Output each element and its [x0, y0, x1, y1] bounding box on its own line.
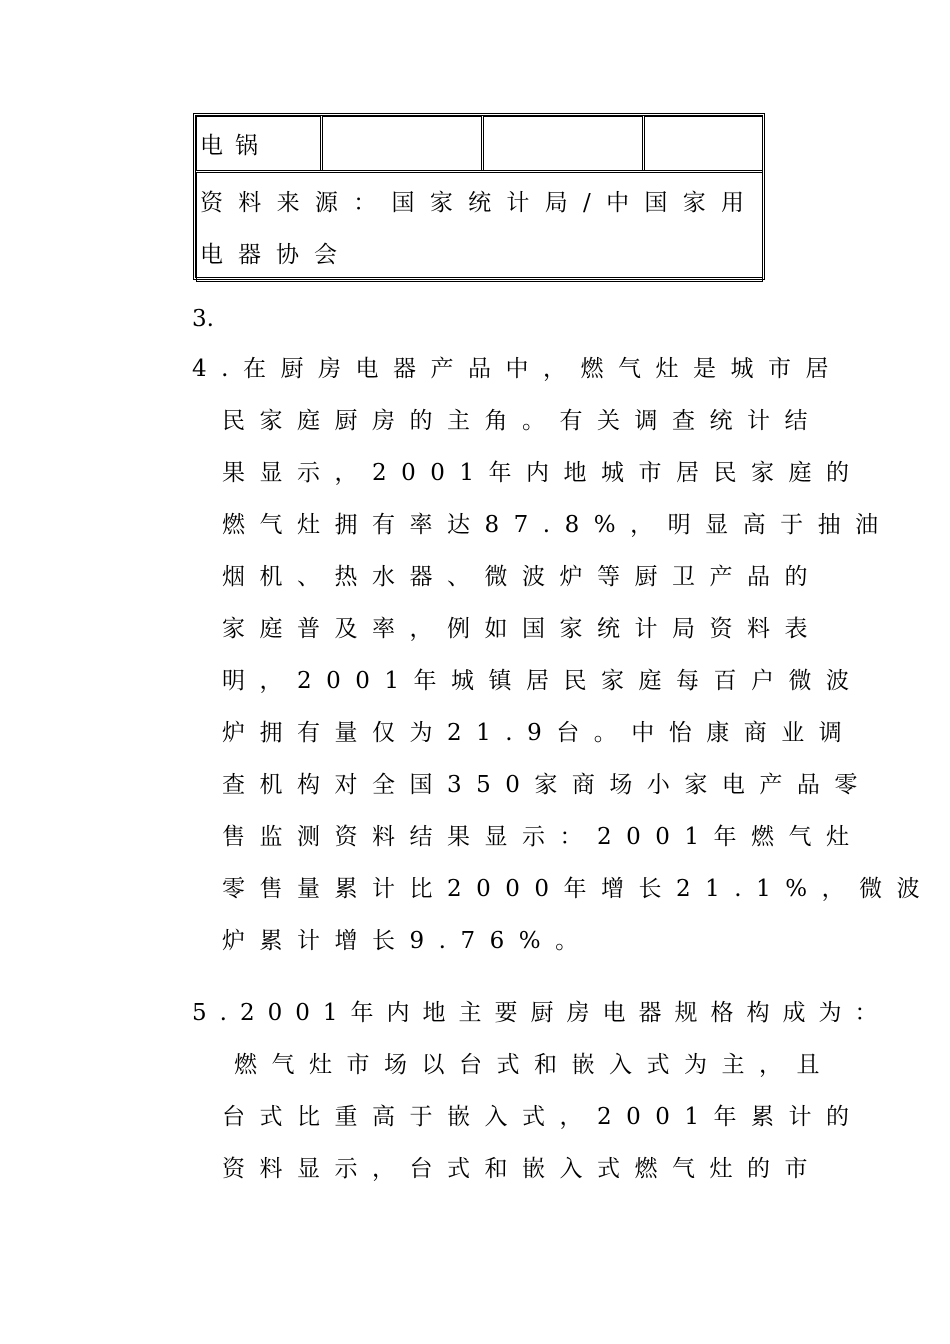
paragraph-line: 燃气灶拥有率达87.8%，明显高于抽油	[222, 512, 893, 538]
paragraph-line: 民家庭厨房的主角。有关调查统计结	[222, 408, 822, 434]
paragraph-line: 炉累计增长9.76%。	[222, 928, 593, 954]
data-table	[196, 116, 763, 282]
paragraph-line: 查机构对全国350家商场小家电产品零	[222, 772, 872, 798]
paragraph-line: 烟机、热水器、微波炉等厨卫产品的	[222, 564, 822, 590]
paragraph-line: 明，2001年城镇居民家庭每百户微波	[222, 668, 864, 694]
paragraph-line: 资料显示，台式和嵌入式燃气灶的市	[222, 1156, 822, 1182]
paragraph-line: 果显示，2001年内地城市居民家庭的	[222, 460, 864, 486]
paragraph-line: 炉拥有量仅为21.9台。中怡康商业调	[222, 720, 857, 746]
list-item-5-paragraph	[192, 987, 891, 1195]
table-row-source	[197, 172, 763, 282]
table-cell	[322, 117, 483, 172]
appliance-table	[193, 113, 765, 280]
list-item-3: 3.	[192, 306, 214, 332]
paragraph-line: 家庭普及率，例如国家统计局资料表	[222, 616, 822, 642]
paragraph-line: 4.在厨房电器产品中，燃气灶是城市居	[192, 356, 843, 382]
paragraph-line: 售监测资料结果显示：2001年燃气灶	[222, 824, 864, 850]
list-item-4-paragraph	[192, 343, 935, 967]
paragraph-line: 零售量累计比2000年增长21.1%，微波	[222, 876, 935, 902]
source-note: 资料来源：国家统计局/中国家用电器协会	[197, 172, 763, 282]
paragraph-line: 台式比重高于嵌入式，2001年累计的	[222, 1104, 864, 1130]
table-cell	[483, 117, 644, 172]
paragraph-line: 燃气灶市场以台式和嵌入式为主，且	[234, 1052, 834, 1078]
row-label-cell: 电锅	[197, 117, 322, 172]
table-cell	[644, 117, 763, 172]
paragraph-line: 5.2001年内地主要厨房电器规格构成为：	[192, 1000, 891, 1026]
table-row	[197, 117, 763, 172]
